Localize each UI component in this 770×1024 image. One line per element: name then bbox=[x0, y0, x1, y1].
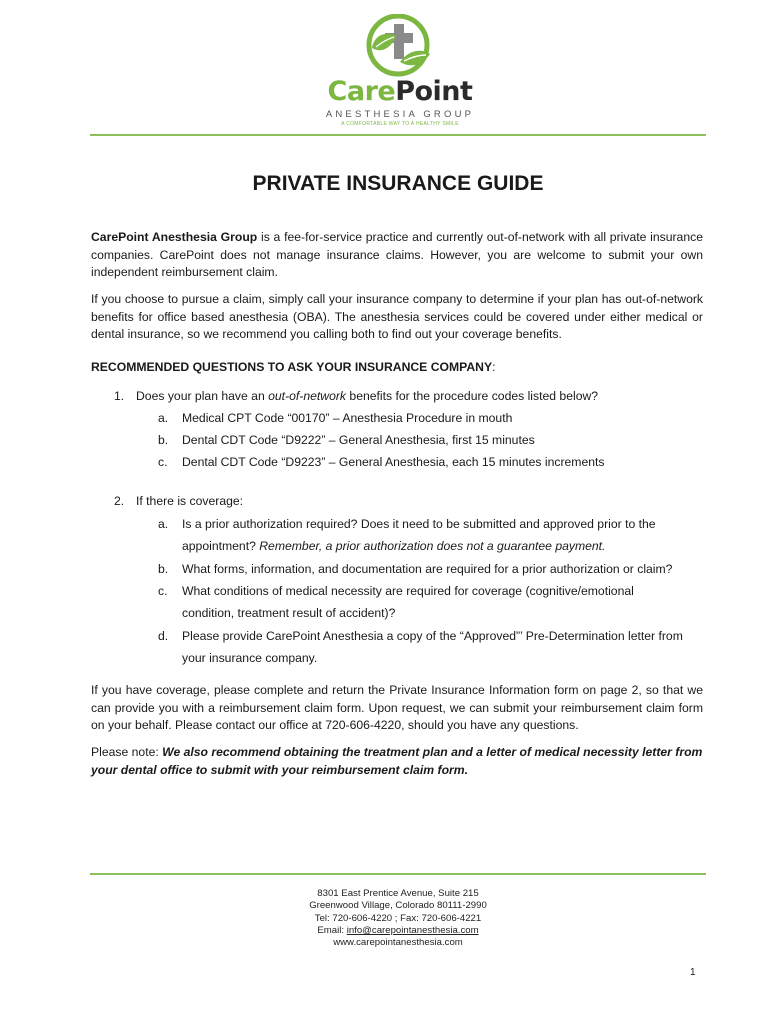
note-label: Please note: bbox=[91, 745, 163, 759]
note-paragraph bbox=[91, 744, 703, 779]
list-item-text-cont: your insurance company. bbox=[182, 651, 318, 665]
list-item-letter: c. bbox=[158, 455, 168, 469]
logo-subtitle: ANESTHESIA GROUP bbox=[325, 109, 475, 120]
question-1-suffix: benefits for the procedure codes listed below? bbox=[346, 389, 599, 403]
list-item-letter: a. bbox=[158, 411, 169, 425]
leaf-cross-icon bbox=[358, 14, 442, 78]
logo-word-care: Care bbox=[327, 76, 396, 107]
list-item-text: Please provide CarePoint Anesthesia a copy of the “Approved”’ Pre-Determination letter from bbox=[182, 629, 683, 643]
list-item-text: What conditions of medical necessity are required for coverage (cognitive/emotional bbox=[182, 584, 634, 598]
question-1-text bbox=[136, 388, 598, 405]
prior-auth-reminder: Remember, a prior authorization does not a guarantee payment. bbox=[259, 539, 606, 553]
list-item-letter: d. bbox=[158, 629, 169, 643]
list-item-text-cont: condition, treatment result of accident)? bbox=[182, 606, 396, 620]
question-2-number: 2. bbox=[114, 494, 125, 508]
list-item-text: Dental CDT Code “D9223” – General Anesthesia, each 15 minutes increments bbox=[182, 455, 605, 469]
intro-text: is a fee-for-service practice and currently out-of-network with all private insurance companies. CarePoint does not manage insurance claims. However, you are welcome to submit your own independent reimbursement claim. bbox=[91, 230, 703, 279]
question-1-number: 1. bbox=[114, 389, 125, 403]
footer-address-line-2: Greenwood Village, Colorado 80111-2990 bbox=[309, 900, 487, 912]
intro-paragraph bbox=[91, 229, 703, 282]
question-1-prefix: Does your plan have an bbox=[136, 389, 269, 403]
questions-heading-text: RECOMMENDED QUESTIONS TO ASK YOUR INSURANCE COMPANY bbox=[91, 360, 493, 374]
footer-email-label: Email: bbox=[317, 924, 347, 936]
list-item-text: What forms, information, and documentation are required for a prior authorization or claim? bbox=[182, 562, 673, 576]
list-item-letter: a. bbox=[158, 517, 169, 531]
list-item-text-cont bbox=[182, 535, 605, 557]
coverage-paragraph: If you have coverage, please complete and return the Private Insurance Information form on page 2, so that we can provide you with a reimbursement claim form. Upon request, we can submit your reimbursement claim form on your behalf. Please contact our office at 720-606-4220, should you have any questions. bbox=[91, 683, 703, 732]
list-item-text: Is a prior authorization required? Does it need to be submitted and approved prior to the bbox=[182, 517, 656, 531]
footer-email-link[interactable]: info@carepointanesthesia.com bbox=[346, 924, 479, 936]
question-2-text: If there is coverage: bbox=[136, 494, 244, 508]
logo-tagline: A COMFORTABLE WAY TO A HEALTHY SMILE bbox=[341, 121, 459, 127]
footer-divider bbox=[90, 873, 706, 875]
logo-wordmark bbox=[300, 78, 500, 105]
footer-website[interactable]: www.carepointanesthesia.com bbox=[333, 937, 463, 949]
logo-word-point: Point bbox=[395, 76, 473, 107]
header-divider bbox=[90, 134, 706, 136]
page-number: 1 bbox=[690, 967, 696, 978]
list-item-letter: b. bbox=[158, 433, 169, 447]
questions-heading bbox=[91, 359, 495, 376]
list-item-text: Dental CDT Code “D9222” – General Anesthesia, first 15 minutes bbox=[182, 433, 535, 447]
list-item-letter: c. bbox=[158, 584, 168, 598]
page-title: PRIVATE INSURANCE GUIDE bbox=[252, 172, 544, 195]
prior-auth-text: appointment? bbox=[182, 539, 260, 553]
list-item-text: Medical CPT Code “00170” – Anesthesia Procedure in mouth bbox=[182, 411, 513, 425]
footer-address-line-1: 8301 East Prentice Avenue, Suite 215 bbox=[317, 888, 479, 899]
intro-company-name: CarePoint Anesthesia Group bbox=[91, 230, 258, 244]
questions-heading-colon: : bbox=[492, 360, 496, 374]
question-1-italic: out-of-network bbox=[268, 389, 347, 403]
footer-email-line bbox=[90, 925, 706, 937]
footer-phones: Tel: 720-606-4220 ; Fax: 720-606-4221 bbox=[314, 912, 482, 924]
list-item-letter: b. bbox=[158, 562, 169, 576]
note-emphasis: We also recommend obtaining the treatment plan and a letter of medical necessity letter from your dental office to submit with your reimbursement claim form. bbox=[91, 745, 703, 777]
footer-contact bbox=[90, 888, 706, 949]
carepoint-logo bbox=[300, 14, 500, 127]
claim-paragraph: If you choose to pursue a claim, simply call your insurance company to determine if your plan has out-of-network benefits for office based anesthesia (OBA). The anesthesia services could be covered under either medical or dental insurance, so we recommend you calling both to find out your coverage benefits. bbox=[91, 292, 703, 341]
